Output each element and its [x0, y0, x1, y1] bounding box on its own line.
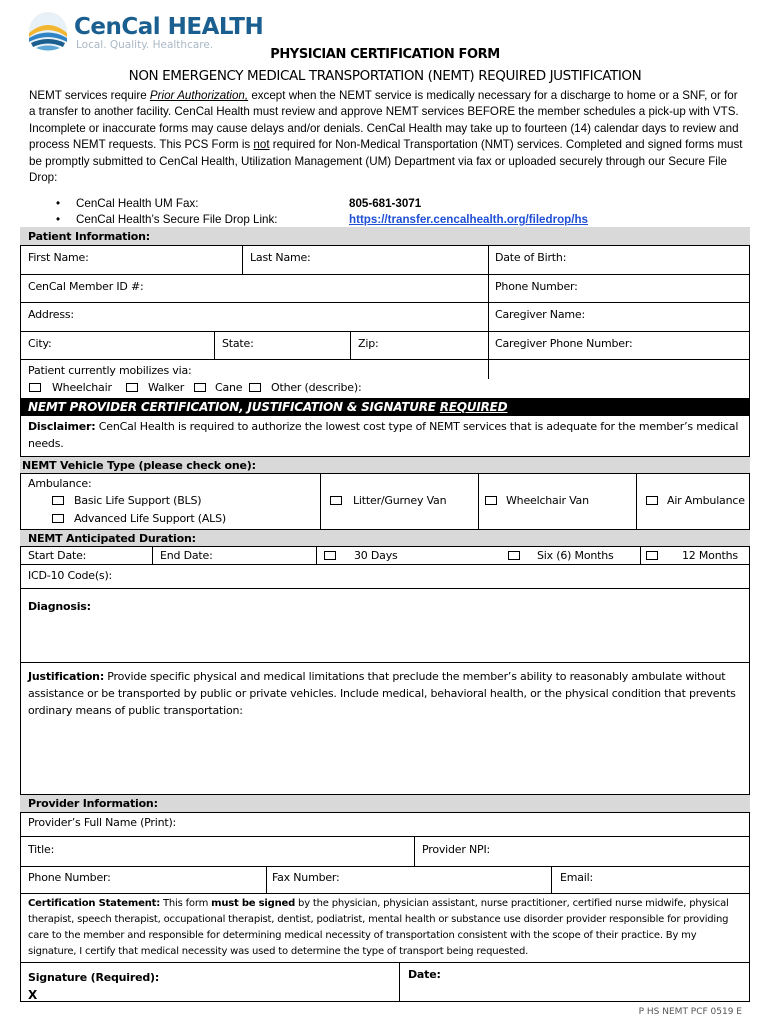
member-id-field[interactable]: CenCal Member ID #:: [28, 280, 144, 293]
last-name-field[interactable]: Last Name:: [250, 251, 311, 264]
als-checkbox[interactable]: [52, 514, 64, 523]
date-field[interactable]: Date:: [408, 968, 441, 981]
nemt-heading: NEMT PROVIDER CERTIFICATION, JUSTIFICATION & SIGNATURE REQUIRED: [28, 400, 508, 414]
fax-number: 805-681-3071: [349, 197, 422, 210]
contact-fax: • CenCal Health UM Fax: 805-681-3071: [56, 197, 422, 210]
wheelchair-label: Wheelchair: [52, 381, 112, 394]
bls-checkbox[interactable]: [52, 496, 64, 505]
duration-6-label: Six (6) Months: [537, 549, 614, 562]
caregiver-name-field[interactable]: Caregiver Name:: [495, 308, 585, 321]
justification-field[interactable]: Justification: Provide specific physical and medical limitations that preclude the member’s ability to reasonably ambulate without assistance or be transported by public or private vehicles. Include medical, behavioral health, or the physical condition that prevents ordinary means of public transportation:: [28, 670, 736, 717]
other-checkbox[interactable]: [249, 383, 261, 392]
ambulance-label: Ambulance:: [28, 477, 92, 490]
end-date-field[interactable]: End Date:: [160, 549, 213, 562]
litter-label: Litter/Gurney Van: [353, 494, 447, 507]
certification-statement: Certification Statement: This form must be signed by the physician, physician assistant, nurse practitioner, certified nurse midwife, physical therapist, speech therapist, occupational therapist, dentist, podiatrist, mental health or substance use disorder provider responsible for providing care to the member and responsible for determining medical necessity of transportation consistent with the scope of their practice. By my signature, I certify that medical necessity was used to determine the type of transport being requested.: [28, 898, 729, 957]
caregiver-phone-field[interactable]: Caregiver Phone Number:: [495, 337, 633, 350]
state-field[interactable]: State:: [222, 337, 254, 350]
walker-label: Walker: [148, 381, 185, 394]
signature-label: Signature (Required):: [28, 971, 160, 984]
brand-tagline: Local. Quality. Healthcare.: [76, 39, 214, 51]
provider-fax-field[interactable]: Fax Number:: [272, 871, 340, 884]
form-title: PHYSICIAN CERTIFICATION FORM: [270, 47, 500, 62]
air-ambulance-label: Air Ambulance: [667, 494, 745, 507]
provider-phone-field[interactable]: Phone Number:: [28, 871, 111, 884]
duration-12-checkbox[interactable]: [646, 551, 658, 560]
contact-list: [56, 196, 656, 228]
provider-email-field[interactable]: Email:: [560, 871, 594, 884]
air-ambulance-checkbox[interactable]: [646, 496, 658, 505]
address-field[interactable]: Address:: [28, 308, 74, 321]
als-label: Advanced Life Support (ALS): [74, 512, 226, 525]
prior-authorization-text: Prior Authorization,: [149, 89, 249, 102]
icd-field[interactable]: ICD-10 Code(s):: [28, 569, 113, 582]
bls-label: Basic Life Support (BLS): [74, 494, 202, 507]
contact-filedrop: • CenCal Health’s Secure File Drop Link: https://transfer.cencalhealth.org/filedrop/hs: [56, 213, 589, 226]
duration-12-label: 12 Months: [682, 549, 738, 562]
first-name-field[interactable]: First Name:: [28, 251, 89, 264]
intro-paragraph: NEMT services require Prior Authorization, except when the NEMT service is medically necessary for a discharge to home or a SNF, or for a transfer to another facility. CenCal Health must review and approve NEMT services BEFORE the member schedules a pick-up with VTS. Incomplete or inaccurate forms may cause delays and/or denials. CenCal Health may take up to fourteen (14) calendar days to review and process NEMT requests. This PCS Form is not required for Non-Medical Transportation (NMT) services. Completed and signed forms must be promptly submitted to CenCal Health, Utilization Management (UM) Department via fax or uploaded securely through our Secure File Drop:: [29, 89, 743, 185]
mobilizes-label: Patient currently mobilizes via:: [28, 364, 192, 377]
form-subtitle: NON EMERGENCY MEDICAL TRANSPORTATION (NEMT) REQUIRED JUSTIFICATION: [128, 68, 642, 84]
vehicle-heading: NEMT Vehicle Type (please check one):: [22, 459, 256, 472]
brand-name: CenCal HEALTH: [74, 14, 264, 40]
litter-checkbox[interactable]: [330, 496, 342, 505]
provider-heading: Provider Information:: [28, 797, 158, 810]
cane-label: Cane: [215, 381, 243, 394]
duration-30-label: 30 Days: [354, 549, 398, 562]
city-field[interactable]: City:: [28, 337, 52, 350]
duration-6-checkbox[interactable]: [508, 551, 520, 560]
zip-field[interactable]: Zip:: [358, 337, 379, 350]
filedrop-link[interactable]: https://transfer.cencalhealth.org/filedrop/hs: [349, 213, 589, 226]
duration-heading: NEMT Anticipated Duration:: [28, 532, 196, 545]
provider-name-field[interactable]: Provider’s Full Name (Print):: [28, 816, 177, 829]
other-label[interactable]: Other (describe):: [271, 381, 362, 394]
walker-checkbox[interactable]: [126, 383, 138, 392]
wheelchair-van-label: Wheelchair Van: [506, 494, 589, 507]
diagnosis-field[interactable]: Diagnosis:: [28, 600, 91, 613]
start-date-field[interactable]: Start Date:: [28, 549, 87, 562]
form-frame: [20, 227, 750, 1002]
signature-field[interactable]: X: [28, 988, 38, 1002]
title-field[interactable]: Title:: [28, 843, 55, 856]
wheelchair-van-checkbox[interactable]: [485, 496, 497, 505]
form-code: P HS NEMT PCF 0519 E: [638, 1007, 742, 1017]
wheelchair-checkbox[interactable]: [29, 383, 41, 392]
disclaimer: Disclaimer: CenCal Health is required to authorize the lowest cost type of NEMT services that is adequate for the member’s medical needs.: [28, 420, 739, 450]
phone-field[interactable]: Phone Number:: [495, 280, 578, 293]
npi-field[interactable]: Provider NPI:: [422, 843, 490, 856]
patient-heading: Patient Information:: [28, 230, 150, 243]
dob-field[interactable]: Date of Birth:: [495, 251, 567, 264]
cane-checkbox[interactable]: [194, 383, 206, 392]
duration-30-checkbox[interactable]: [324, 551, 336, 560]
